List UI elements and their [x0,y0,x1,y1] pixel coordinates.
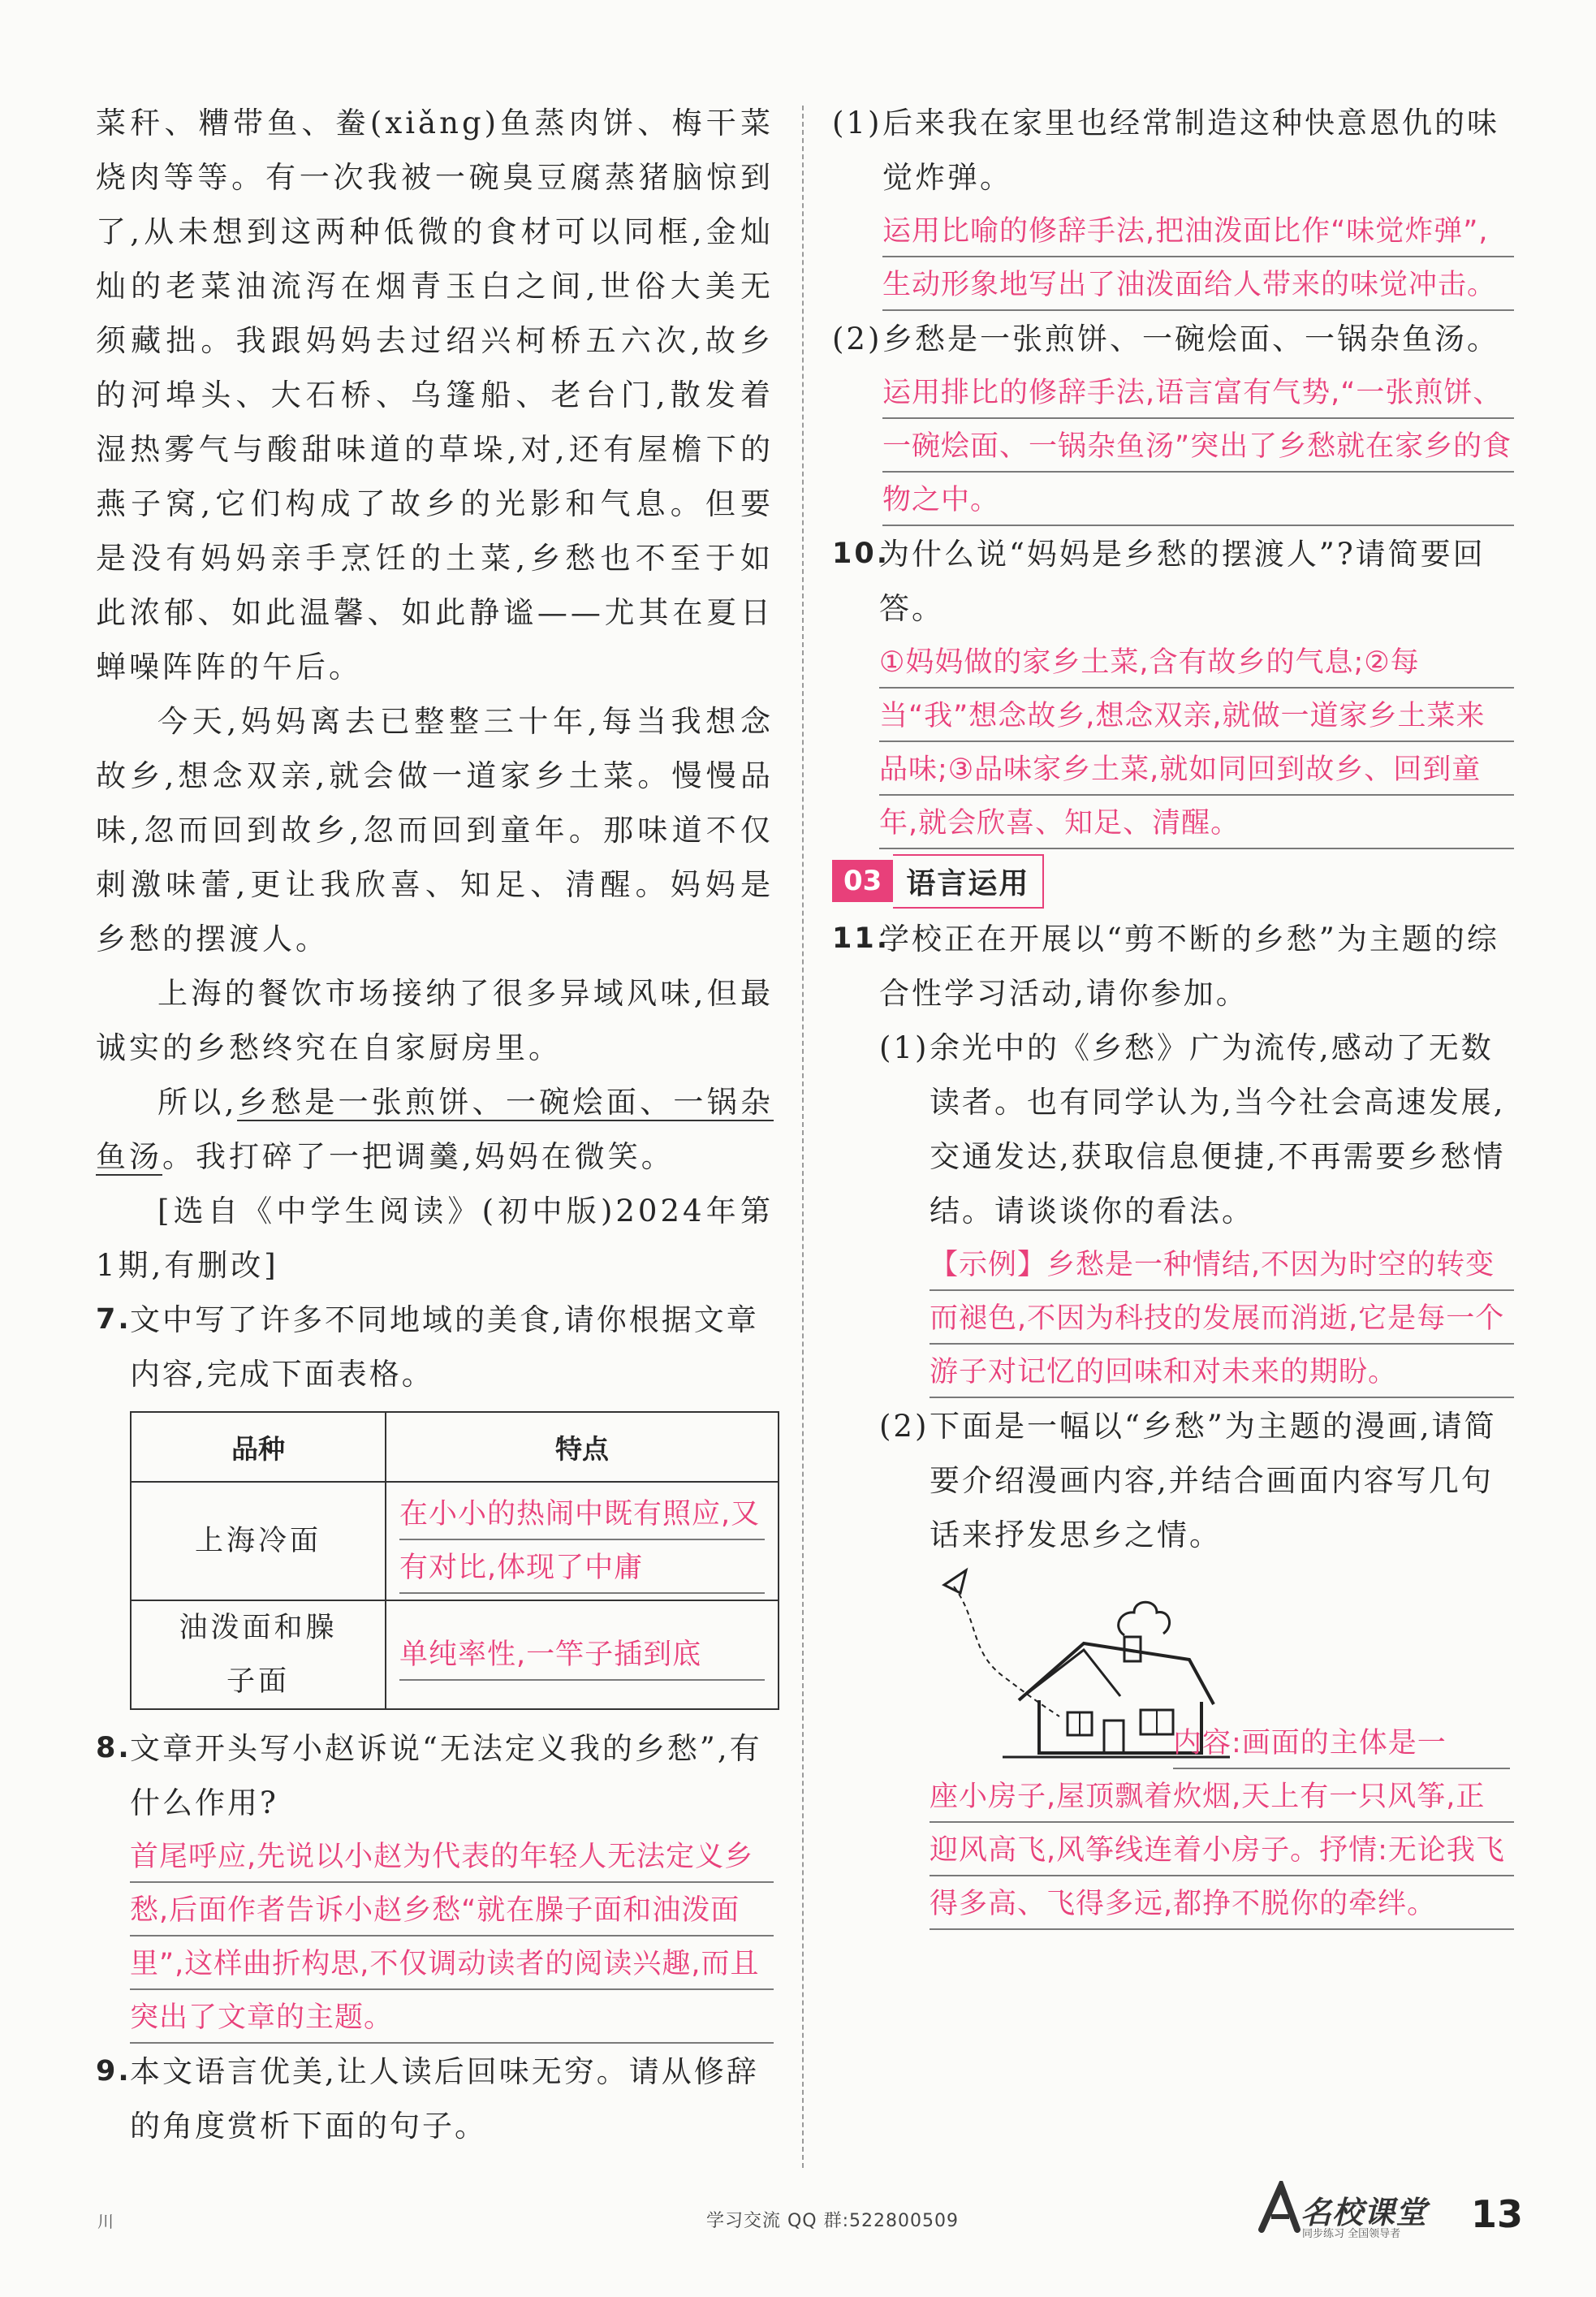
question-11-1 [879,1021,1514,1238]
footer-left-mark: 川 [97,2212,114,2231]
q7-text: 文中写了许多不同地域的美食,请你根据文章内容,完成下面表格。 [130,1302,759,1392]
q9-2-text: 乡愁是一张煎饼、一碗烩面、一锅杂鱼汤。 [882,322,1499,356]
row-feature-answer: 在小小的热闹中既有照应,又有对比,体现了中庸 [399,1487,765,1595]
q8-number: 8. [96,1732,132,1764]
page-number: 13 [1471,2192,1524,2236]
q10-answer: ①妈妈做的家乡土菜,含有故乡的气息;②每当“我”想念故乡,想念双亲,就做一道家乡土菜来品味;③品味家乡土菜,就如同回到故乡、回到童年,就会欣喜、知足、清醒。 [879,636,1514,850]
row-kind: 油泼面和臊子面 [131,1600,386,1709]
footer-qq-group: 学习交流 QQ 群:522800509 [706,2211,960,2231]
logo-text: 名校课堂 [1301,2195,1428,2230]
q8-answer: 首尾呼应,先说以小赵为代表的年轻人无法定义乡愁,后面作者告诉小赵乡愁“就在臊子面和油泼面里”,这样曲折构思,不仅调动读者的阅读兴趣,而且突出了文章的主题。 [130,1830,774,2044]
question-11 [832,912,1514,1021]
q9-2-answer: 运用排比的修辞手法,语言富有气势,“一张煎饼、一碗烩面、一锅杂鱼汤”突出了乡愁就在家乡的食物之中。 [882,366,1514,527]
question-8 [96,1721,774,1830]
section-header [832,855,1514,907]
q8-text: 文章开头写小赵诉说“无法定义我的乡愁”,有什么作用? [130,1731,762,1820]
table-header-row [131,1412,779,1482]
chimney-smoke-icon [1119,1602,1170,1635]
q11-2-number: (2) [879,1409,930,1444]
passage-paragraph-3: 上海的餐饮市场接纳了很多异域风味,但最诚实的乡愁终究在自家厨房里。 [96,976,774,1065]
question-7 [96,1293,774,1401]
question-9 [96,2044,774,2153]
question-10 [832,527,1514,636]
q7-number: 7. [96,1303,132,1336]
p4-post: 。我打碎了一把调羹,妈妈在微笑。 [162,1139,675,1174]
logo-a-icon [1257,2181,1305,2238]
question-11-2 [879,1399,1514,1562]
section-number: 03 [832,860,893,902]
q9-text: 本文语言优美,让人读后回味无穷。请从修辞的角度赏析下面的句子。 [130,2054,759,2144]
food-feature-table [130,1411,779,1710]
q9-number: 9. [96,2055,132,2088]
question-9-1 [832,96,1514,205]
q11-1-text: 余光中的《乡愁》广为流传,感动了无数读者。也有同学认为,当今社会高速发展,交通发达,获取信息便捷,不再需要乡愁情结。请谈谈你的看法。 [930,1030,1506,1228]
q11-2-answer: 座小房子,屋顶飘着炊烟,天上有一只风筝,正迎风高飞,风筝线连着小房子。抒情:无论我飞得多高、飞得多远,都挣不脱你的牵绊。 [930,1770,1514,1931]
row-feature-cell [386,1482,779,1600]
q10-text: 为什么说“妈妈是乡愁的摆渡人”?请简要回答。 [879,537,1486,626]
q9-2-number: (2) [832,322,882,356]
section-title: 语言运用 [893,854,1044,909]
table-row [131,1482,779,1600]
row-kind: 上海冷面 [131,1482,386,1600]
house-roof [1019,1643,1214,1704]
page-footer [0,2192,1596,2257]
q10-number: 10. [832,538,891,570]
q9-1-text: 后来我在家里也经常制造这种快意恩仇的味觉炸弹。 [882,106,1499,195]
q11-1-answer: 【示例】乡愁是一种情结,不因为时空的转变而褪色,不因为科技的发展而消逝,它是每一个游子对记忆的回味和对未来的期盼。 [930,1238,1514,1399]
right-column [832,96,1514,1931]
kite-icon [944,1570,966,1593]
q11-2-answer-first-line: 内容:画面的主体是一 [1173,1716,1510,1770]
q11-text: 学校正在开展以“剪不断的乡愁”为主题的综合性学习活动,请你参加。 [879,922,1499,1011]
q11-number: 11. [832,922,891,955]
q9-1-number: (1) [832,106,882,140]
column-divider [802,106,804,2168]
logo-subtext: 同步练习 全国领导者 [1302,2228,1401,2240]
passage-paragraph-1: 菜秆、糟带鱼、鲞(xiǎng)鱼蒸肉饼、梅干菜烧肉等等。有一次我被一碗臭豆腐蒸猪脑惊到了,从未想到这两种低微的食材可以同框,金灿灿的老菜油流泻在烟青玉白之间,世俗大美无须藏拙。我跟妈妈去过绍兴柯桥五六次,故乡的河埠头、大石桥、乌篷船、老台门,散发着湿热雾气与酸甜味道的草垛,对,还有屋檐下的燕子窝,它们构成了故乡的光影和气息。但要是没有妈妈亲手烹饪的土菜,乡愁也不至于如此浓郁、如此温馨、如此静谧——尤其在夏日蝉噪阵阵的午后。 [96,106,774,684]
question-9-2 [832,312,1514,366]
header-feature: 特点 [386,1412,779,1482]
kite-string [954,1587,1059,1716]
left-column [96,96,774,2153]
passage-paragraph-2: 今天,妈妈离去已整整三十年,每当我想念故乡,想念双亲,就会做一道家乡土菜。慢慢品味,忽而回到故乡,忽而回到童年。那味道不仅刺激味蕾,更让我欣喜、知足、清醒。妈妈是乡愁的摆渡人。 [96,704,774,956]
comic-area [832,1562,1514,1759]
p4-pre: 所以, [157,1085,238,1120]
brand-logo [1257,2181,1468,2238]
underlined-sentence: 乡愁是一张煎饼、一碗烩面、一锅杂鱼汤 [96,1085,774,1174]
row-feature-answer: 单纯率性,一竿子插到底 [399,1628,765,1682]
q11-1-number: (1) [879,1030,930,1065]
source-note: [选自《中学生阅读》(初中版)2024年第1期,有删改] [96,1194,774,1283]
header-kind: 品种 [131,1412,386,1482]
q11-2-text: 下面是一幅以“乡愁”为主题的漫画,请简要介绍漫画内容,并结合画面内容写几句话来抒发思乡之情。 [930,1409,1497,1552]
passage-paragraph-4 [96,1075,774,1184]
row-feature-cell [386,1600,779,1709]
q9-1-answer: 运用比喻的修辞手法,把油泼面比作“味觉炸弹”,生动形象地写出了油泼面给人带来的味觉冲击。 [882,205,1514,312]
table-row [131,1600,779,1709]
